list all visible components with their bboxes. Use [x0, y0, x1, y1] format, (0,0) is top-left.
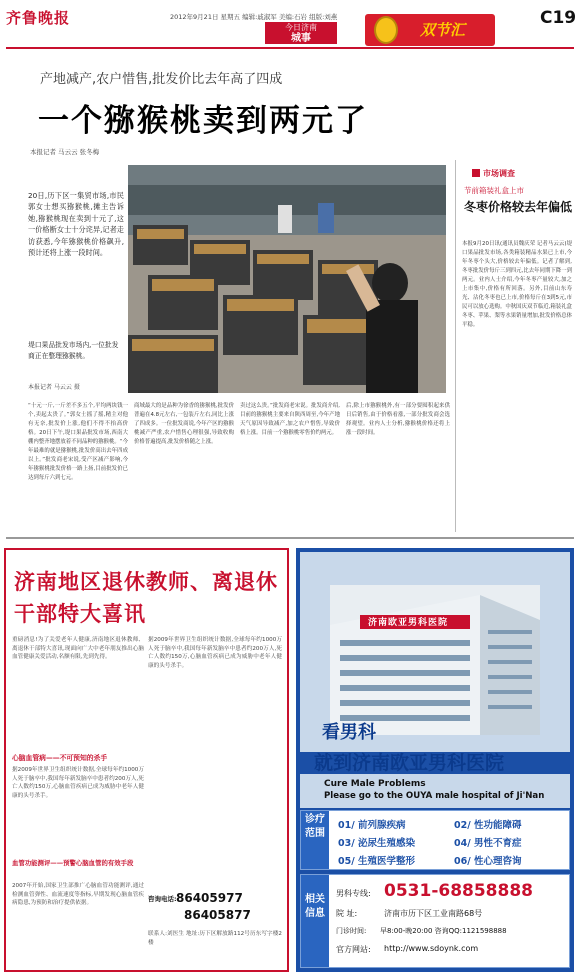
retirees-ad-contact-label: 咨询电话:: [148, 895, 177, 903]
sidebar-body: 本报9月20日讯(通讯员魏庆荣 记者马云云)堤口果品批发市场,各类箱装精品水果已上市,今年冬枣个头大,价格较去年偏低。记者了解到,冬枣批发价每斤三到四元,比去年同期下降一到两元。业内人士介绍,今年冬枣产量较大,加之上市集中,价格有所回落。另外,目前山东寿光、沾化冬枣也已上市,价格每斤在3到5元,市民可以放心选购。中秋国庆双节临近,箱装礼盒冬枣、苹果、梨等水果销量增加,批发价格总体平稳。: [462, 241, 572, 328]
lantern-icon: [374, 16, 398, 44]
hours-label: 门诊时间:: [336, 927, 367, 935]
hotline-label: 男科专线:: [336, 889, 371, 898]
masthead-logo: 齐鲁晚报: [6, 9, 71, 27]
hospital-ad-english-1: Cure Male Problems: [324, 779, 426, 789]
header-rule: [6, 47, 574, 49]
sidebar-tag: 市场调查: [472, 168, 515, 179]
retirees-ad-heading-1: 心脑血管病——不可预知的杀手: [12, 754, 108, 762]
hospital-ad-slogan-2: 就到济南欧亚男科医院: [314, 752, 505, 774]
hospital-address: 济南市历下区工业南路68号: [384, 909, 483, 918]
retirees-ad-phone-2: 86405877: [184, 908, 251, 922]
article-column-4: 后,除上市猕猴桃外,有一部分要囤积起来供日后销售,由于价格看涨,一部分批发商会选择观望。业内人士分析,猕猴桃价格还将上涨一段时间。: [346, 403, 450, 436]
service-item: 05/ 生殖医学整形: [338, 856, 415, 867]
photo-credit: 本报记者 马云云 摄: [28, 384, 80, 391]
sidebar-headline: 冬枣价格较去年偏低: [464, 200, 573, 214]
services-label: 诊疗范围: [301, 811, 329, 869]
photo-caption-secondary: 堤口果品批发市场内,一位批发商正在整理猕猴桃。: [28, 341, 119, 360]
hospital-hours: 早8:00-晚20:00 咨询QQ:1121598888: [380, 927, 507, 935]
article-column-2: 商域最大的是品种为徐香的猕猴桃,批发价普遍在4.8元左右,一包装斤左右,同比上涨了四成多。一位批发商说,今年产区的猕猴桃减产严重,农户惜售心理很强,导致收购价格普遍提高,批发价格随之上涨。: [134, 403, 234, 445]
article-byline: 本报记者 马云云 张冬梅: [30, 148, 100, 156]
hospital-ad-english-2: Please go to the OUYA male hospital of Ji'Nan: [324, 791, 545, 801]
retirees-ad-body-right: 据2009年世界卫生组织统计数据,全球每年约1000万人死于脑卒中,我国每年新发脑卒中患者约200万人,死亡人数约150万,心脑血管疾病已成为威胁中老年人健康的头号杀手。: [148, 637, 282, 669]
hospital-website: http://www.sdoynk.com: [384, 944, 479, 953]
section-top: 今日济南: [285, 23, 317, 32]
website-label: 官方网站:: [336, 945, 371, 954]
service-item: 06/ 性心理咨询: [454, 856, 522, 867]
sidebar-subtitle: 节前箱装礼盒上市: [464, 186, 524, 195]
hospital-building: [330, 585, 540, 735]
page-number: C19: [540, 8, 577, 28]
article-column-3: 卖过这么贵。”批发商老宋说。批发商介绍,目前的猕猴桃主要来自陕西周至,今年产地天气原因导致减产,加之农户惜售,导致价格上涨。目前一个猕猴桃零售价约两元。: [240, 403, 340, 436]
dateline: 2012年9月21日 星期五 编辑:戚淑军 美编:石岩 组版:刘燕: [170, 13, 338, 21]
service-item: 01/ 前列腺疾病: [338, 820, 406, 831]
retirees-ad-heading-2: 血管功能测评——预警心脑血管的有效手段: [12, 859, 134, 867]
retirees-ad-phone-1: 86405977: [176, 891, 243, 905]
address-label: 院 址:: [336, 909, 358, 918]
service-item: 04/ 男性不育症: [454, 838, 522, 849]
market-photo-illustration: [128, 165, 446, 393]
service-item: 03/ 泌尿生殖感染: [338, 838, 415, 849]
article-headline: 一个猕猴桃卖到两元了: [38, 103, 368, 139]
info-label: 相关信息: [301, 875, 329, 967]
article-column-1: “十元一斤,一斤差不多五个,平均两块钱一个,卖起太贵了。”郭女士摇了摇,精主对他有无奈,批发价上涨,他们不得不抬高价格。20日下午,堤口果品批发市场,西南大棚内整齐地摆放着不同品种的猕猴桃。“今年最难的就是猕猴桃,批发价高出去年四成以上。”批发商老宋说,受产区减产影响,今年猕猴桃批发价格一路上扬,目前批发价已达到每斤六到七元。: [28, 403, 128, 481]
photo-caption: 20日,历下区一集贸市场,市民郭女士想买猕猴桃,摊主告诉她,猕猴桃现在卖到十元了,这一价格断女士十分诧异,记者走访获悉,今年猕猴桃价格飙升,预计还将上涨一段时间。: [28, 191, 124, 258]
market-photo: [128, 165, 446, 393]
section-label: [265, 22, 337, 44]
retirees-ad-headline: 济南地区退休教师、离退休干部特大喜讯: [14, 569, 278, 626]
retirees-ad-lead: 重磅消息!为了关爱老年人健康,济南地区退休教师、离退休干部特大喜讯,现面向广大中老年朋友推出心脑血管健康关爱活动,名额有限,先到先得。: [12, 637, 144, 661]
service-item: 02/ 性功能障碍: [454, 820, 522, 831]
retirees-ad-body-2: 2007年开始,国家卫生部推广心脑血管功能测评,通过检测血管弹性、血流速度等指标,早期发现心脑血管疾病隐患,为预防和治疗提供依据。: [12, 883, 144, 907]
retirees-ad-body-1: 据2009年世界卫生组织统计数据,全球每年约1000万人死于脑卒中,我国每年新发脑卒中患者约200万人,死亡人数约150万,心脑血管疾病已成为威胁中老年人健康的头号杀手。: [12, 767, 144, 799]
hospital-building-illustration: [330, 585, 540, 735]
festival-title: 双节汇: [420, 21, 466, 39]
hospital-sign: 济南欧亚男科医院: [368, 618, 449, 628]
section-name: 城事: [291, 33, 311, 44]
retirees-ad-address: 联系人:刘医生 地址:历下区解放路112号历东写字楼2楼: [148, 931, 282, 946]
hotline-number: 0531-68858888: [384, 881, 533, 901]
article-subheadline: 产地减产,农户惜售,批发价比去年高了四成: [40, 72, 283, 87]
section-divider: [6, 537, 574, 539]
hospital-ad-slogan-1: 看男科: [322, 722, 376, 743]
